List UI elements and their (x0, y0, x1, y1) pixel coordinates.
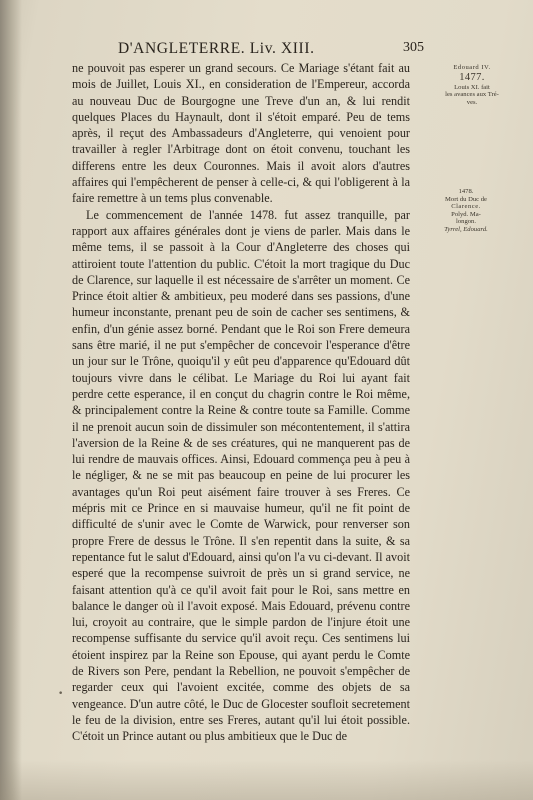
main-text-block (72, 60, 410, 744)
binding-gutter-shadow (0, 0, 22, 800)
paragraph-1: ne pouvoit pas esperer un grand secours. Ce Mariage s'étant fait au mois de Juillet, Louis XI., en consideration de l'Empereur, accorda au nouveau Duc de Bourgogne une Treve d'un an, & lui rendit quelques Places du Haynault, dont il s'étoit emparé. Peu de tems après, il reçut des Ambassadeurs d'Angleterre, qui venoient pour travailler à regler l'Arbitrage dont on étoit convenu, touchant les differens entre les deux Couronnes. Mais il avoit alors d'autres affaires qui l'empêcherent de penser à celle-ci, & qui l'obligerent à la faire remettre à un tems plus convenable. (72, 61, 410, 206)
page-bottom-shadow (0, 760, 533, 800)
margin-note-1-year: 1477. (459, 71, 485, 83)
running-head: D'ANGLETERRE. Liv. XIII. (118, 40, 315, 57)
margin-note-2-line-4: Polyd. Ma- (451, 210, 481, 218)
margin-note-1-line-1: Edouard IV. (453, 64, 491, 71)
margin-note-1 (426, 64, 518, 106)
margin-note-1-line-3: Louis XI. fait (454, 83, 490, 91)
page-number: 305 (403, 40, 424, 55)
margin-note-2-line-5: longon. (456, 218, 476, 226)
paragraph-2: Le commencement de l'année 1478. fut assez tranquille, par rapport aux affaires générales dont je viens de parler. Mais dans le même tems, il se passoit à la Cour d'Angleterre des choses qui attiroient toute l'attention du public. C'étoit la mort tragique du Duc de Clarence, sur laquelle il est nécessaire de s'arrêter un moment. Ce Prince étoit altier & ambitieux, peu moderé dans ses passions, d'une humeur inconstante, prenant peu de soin de cacher ses sentimens, & enfin, d'un génie assez borné. Pendant que le Roi son Frere demeura sans être marié, il ne put s'empêcher de concevoir l'esperance d'être un jour sur le Trône, quoiqu'il y eût peu d'apparence qu'Edouard dût toujours vivre dans le célibat. Le Mariage du Roi lui ayant fait perdre cette esperance, il en conçut du chagrin contre le Roi même, & principalement contre la Reine & contre toute sa Famille. Comme il ne prenoit aucun soin de dissimuler son mécontentement, il s'attira l'aversion de la Reine & de ses créatures, qui ne manquerent pas de lui rendre de mauvais offices. Ainsi, Edouard commença peu à peu à le négliger, & ne se mit pas beaucoup en peine de lui procurer les avantages qu'un Roi peut aisément faire trouver à ses Freres. Ce mépris mit ce Prince en si mauvaise humeur, qu'il ne fit point de difficulté de s'unir avec le Comte de Warwick, pour renverser son propre Frere de dessus le Trône. Il s'en repentit dans la suite, & sa repentance fut le salut d'Edouard, ainsi qu'on l'a vu ci-devant. Il avoit esperé que la recompense suivroit de près un si grand service, ne faisant attention qu'à ce qu'il avoit fait pour le Roi, sans mettre en balance le danger où il l'avoit exposé. Mais Edouard, prévenu contre lui, croyoit au contraire, que le simple pardon de l'injure étoit une recompense suffisante du service qu'il avoit reçu. Ces sentimens lui étoient inspirez par la Reine son Epouse, qui ayant perdu le Comte de Rivers son Pere, pendant la Rebellion, ne pouvoit s'empêcher de regarder ceux qui l'avoient excitée, comme des objets de sa vengeance. D'un autre côté, le Duc de Glocester soufloit secretement le feu de la division, entre ses Freres, autant qu'il lui étoit possible. C'étoit un Prince autant ou plus ambitieux que le Duc de (72, 207, 410, 744)
margin-note-2-year: 1478. (458, 188, 474, 195)
margin-note-2-line-2: Mort du Duc de (445, 195, 487, 203)
margin-note-1-line-5: ves. (466, 98, 478, 106)
margin-note-2-line-3: Clarence. (451, 203, 481, 211)
margin-note-2 (420, 188, 512, 234)
margin-bullet-mark: • (58, 689, 64, 699)
margin-note-1-line-4: les avances aux Tré- (445, 91, 499, 99)
margin-note-2-line-6: Tyrrel, Edouard. (444, 225, 488, 233)
